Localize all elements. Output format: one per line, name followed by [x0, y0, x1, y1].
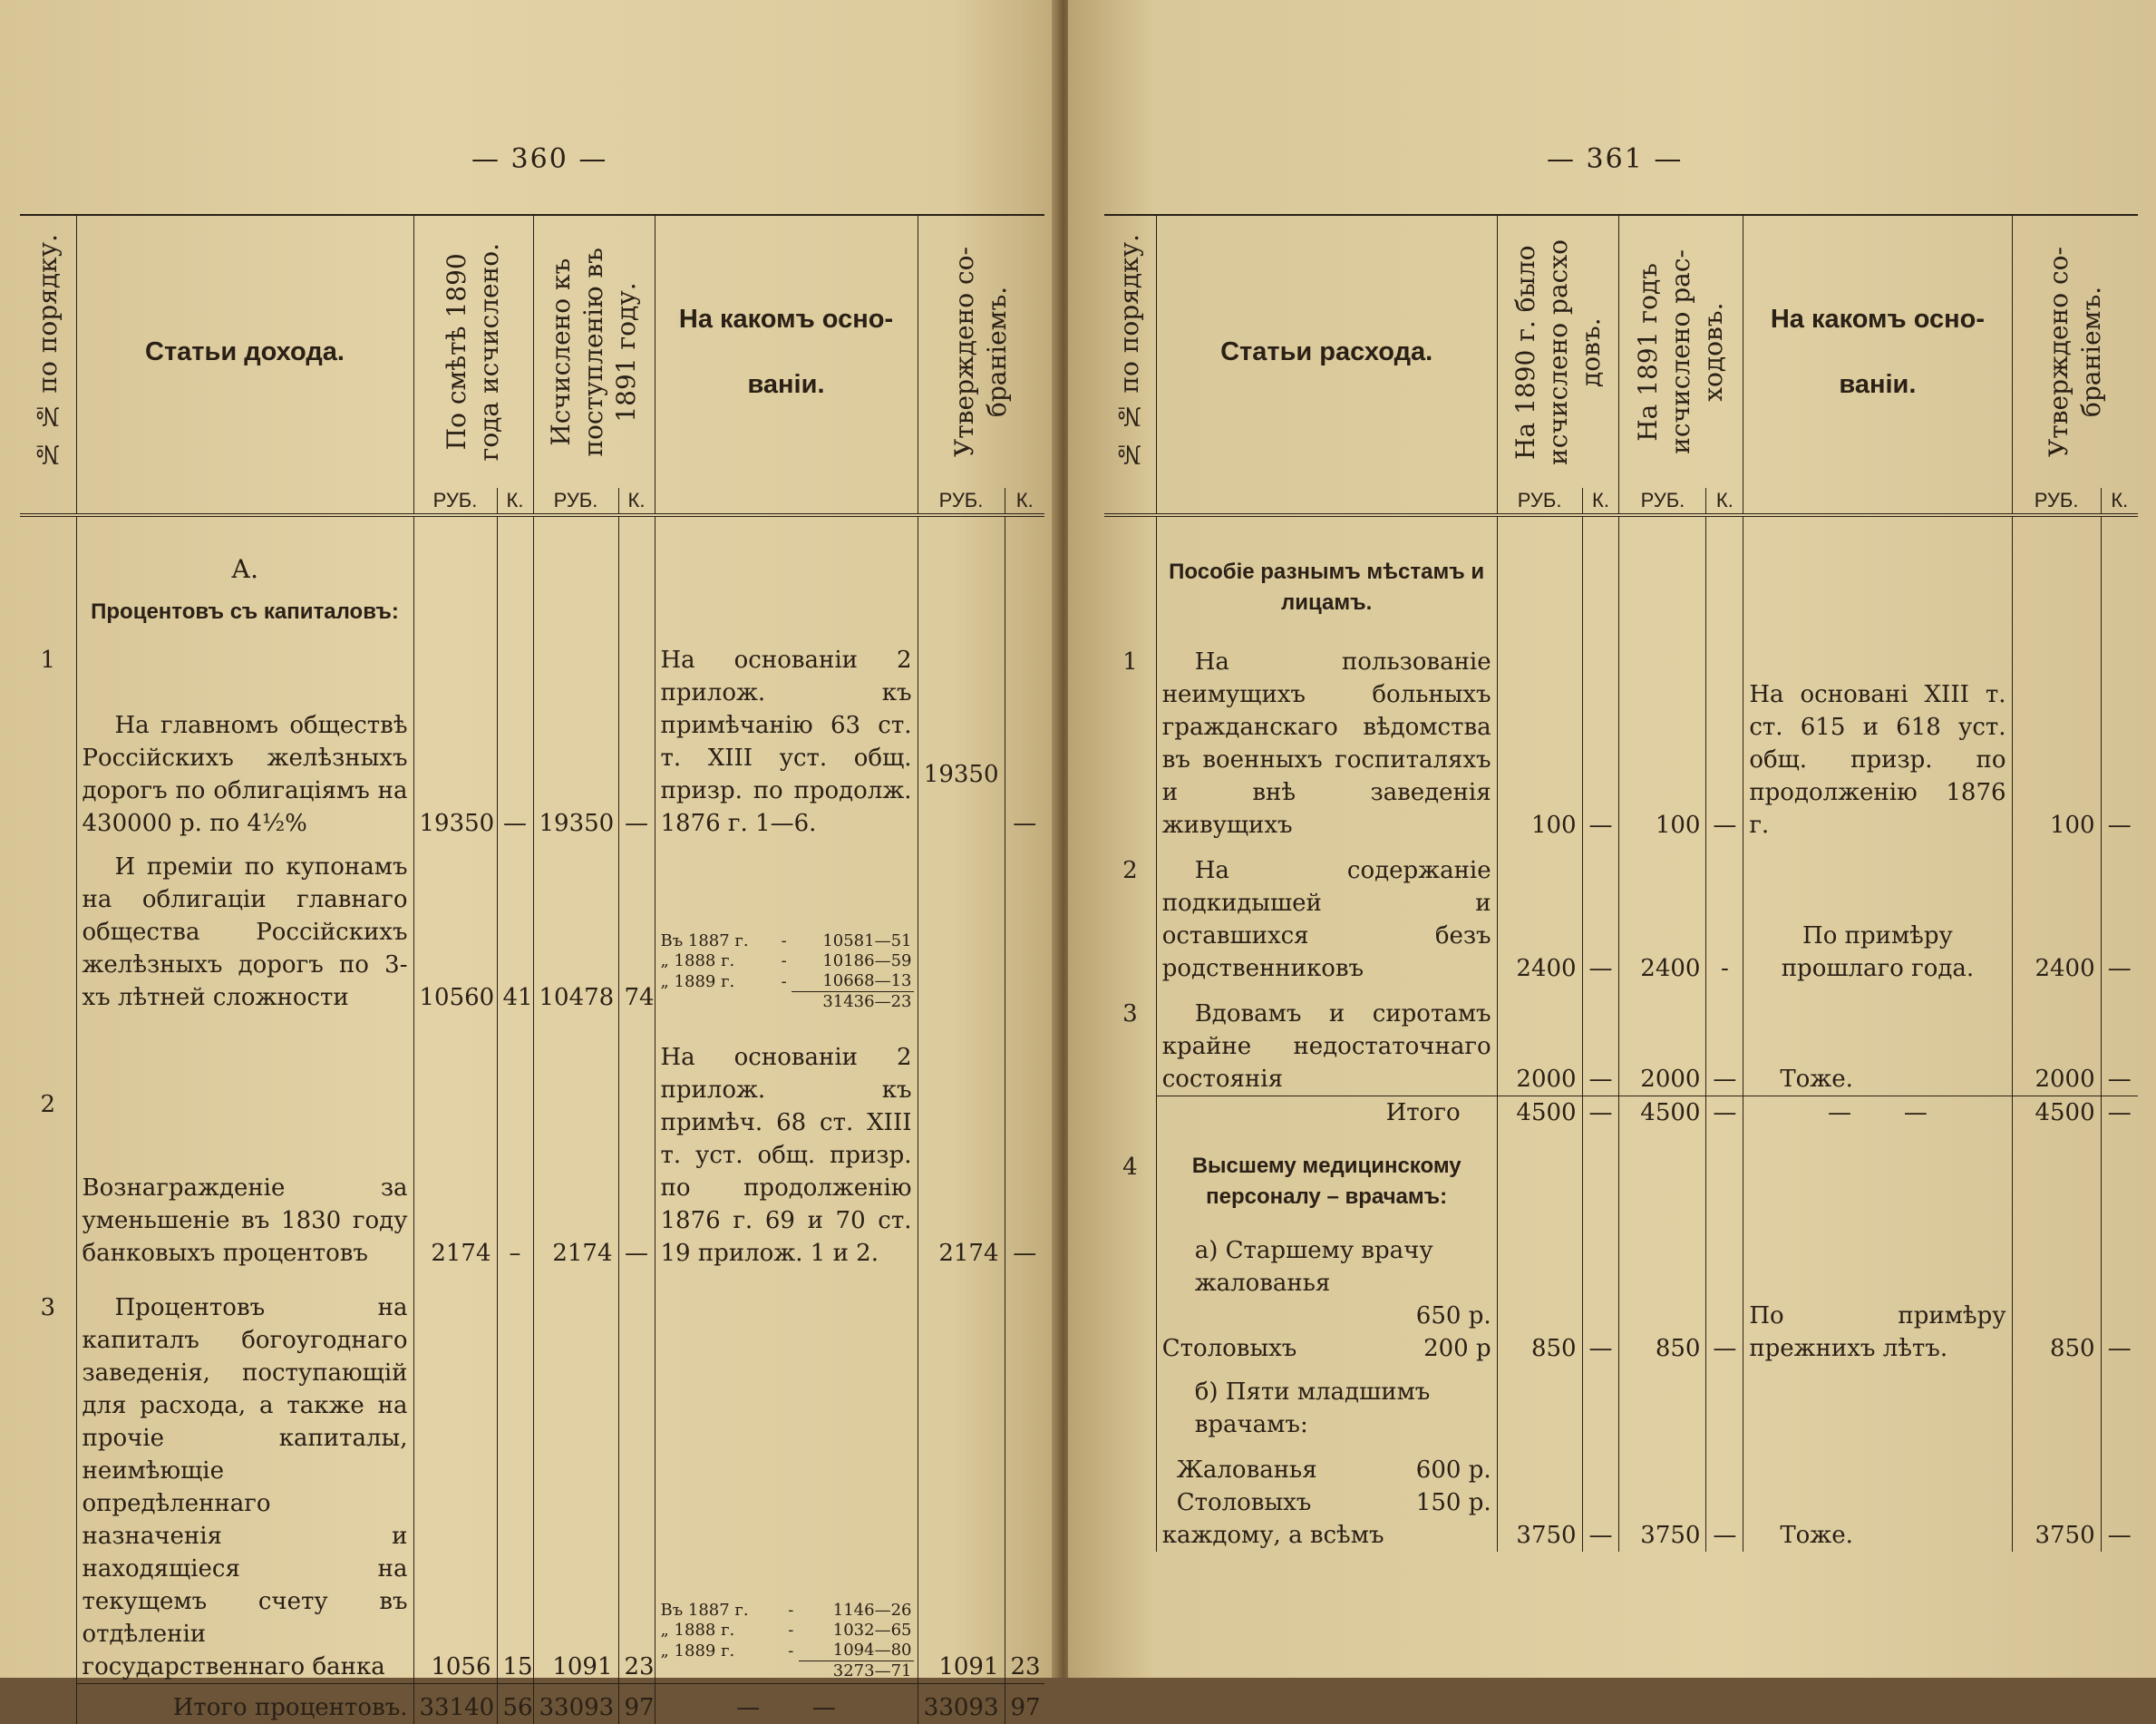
table-row — [1104, 1365, 2138, 1552]
kop-1891: — — [1706, 985, 1743, 1096]
approved-rub: 2000 — [2012, 985, 2101, 1096]
row-text: каждому, а всѣмъ — [1162, 1519, 1491, 1552]
kop-1890: 15 — [497, 1270, 533, 1684]
approved-kop: — — [2101, 1213, 2138, 1365]
kop-1891: - — [1706, 842, 1743, 985]
header-item: Статьи расхода. — [1156, 215, 1497, 488]
approved-kop: — — [2101, 985, 2138, 1096]
table-row — [1104, 1213, 2138, 1365]
row-value: 200 р — [1423, 1332, 1491, 1365]
total-kop-1891: 97 — [618, 1684, 655, 1724]
table-row — [1104, 842, 2138, 985]
row-text: а) Старшему врачу жалованья — [1162, 1234, 1491, 1300]
total-row — [20, 1684, 1044, 1724]
rub-1890: 2400 — [1497, 842, 1582, 985]
header-approved: Утверждено со- браніемъ. — [2012, 215, 2138, 488]
section-heading-row — [20, 515, 1044, 628]
rub-1891: 100 — [1619, 618, 1706, 842]
kop-1890: 41 — [497, 840, 533, 1014]
header-number: № № по порядку. — [20, 215, 76, 488]
rub-1890: 2174 — [413, 1014, 497, 1270]
header-basis: На какомъ осно- ваніи. — [1743, 215, 2012, 488]
units-row: РУБ. К. РУБ. К. РУБ. К. — [20, 488, 1044, 515]
row-number: 2 — [1104, 842, 1156, 985]
row-text: На пользованіе неимущихъ больныхъ гражданскаго вѣдомства въ военныхъ госпиталяхъ и внѣ заведенія живущихъ — [1156, 618, 1497, 842]
kop-1891: — — [1706, 618, 1743, 842]
approved-rub: 2400 — [2012, 842, 2101, 985]
basis-text: На основані XIII т. ст. 615 и 618 уст. общ. призр. по продолженію 1876 г. — [1743, 618, 2012, 842]
subtotal-rub-1890: 4500 — [1497, 1096, 1582, 1130]
header-approved: Утверждено со- браніемъ. — [918, 215, 1044, 488]
right-page-number: — 361 — — [1547, 143, 1683, 175]
kop-1890: — — [1582, 985, 1619, 1096]
basis-text: На основаніи 2 прилож. къ примѣчанію 63 ст. т. XIII уст. общ. призр. по продолж. 1876 г. 1—6. — [655, 628, 918, 840]
table-row — [1104, 985, 2138, 1096]
header-number: № № по порядку. — [1104, 215, 1156, 488]
header-estimate-1890: По смѣтѣ 1890 года исчислено. — [413, 215, 533, 488]
rub-1891: 850 — [1619, 1213, 1706, 1365]
basis-text: Тоже. — [1743, 985, 2012, 1096]
rub-1891: 1091 — [533, 1270, 618, 1684]
basis-text: По примѣру прошлаго года. — [1743, 842, 2012, 985]
rub-1891: 2000 — [1619, 985, 1706, 1096]
right-page — [1068, 0, 2156, 1678]
rub-1890: 10560 — [413, 840, 497, 1014]
rub-1891: 2400 — [1619, 842, 1706, 985]
row-number: 1 — [1104, 618, 1156, 842]
kop-1891: — — [618, 1014, 655, 1270]
kop-1891: 74 — [618, 840, 655, 1014]
income-table — [20, 214, 1044, 1724]
left-page-number: — 360 — — [471, 143, 607, 175]
subtotal-row — [1104, 1096, 2138, 1130]
row-text: На главномъ обществѣ Россійскихъ желѣзныхъ дорогъ по облигаціямъ на 430000 р. по 4½% — [76, 628, 413, 840]
total-kop-1890: 56 — [497, 1684, 533, 1724]
section-title: Высшему медицинскому персоналу – врачамъ: — [1162, 1151, 1491, 1213]
approved-kop: — — [2101, 1365, 2138, 1552]
calculation-block: Въ 1887 г. - 1146—26 „ 1888 г. - 1032—65 „ 1889 г. - 1094—80 3273—71 — [659, 1601, 914, 1681]
table-row — [20, 628, 1044, 840]
approved-rub: 19350 — [918, 628, 1005, 840]
kop-1890: — — [1582, 842, 1619, 985]
row-number: 3 — [1104, 985, 1156, 1096]
row-value: 600 р. — [1416, 1454, 1491, 1486]
table-row — [1104, 618, 2138, 842]
calculation-block: Въ 1887 г. - 10581—51 „ 1888 г. - 10186—59 „ 1889 г. - 10668—13 31436—23 — [659, 931, 914, 1012]
rub-1890: 100 — [1497, 618, 1582, 842]
rub-1891: 10478 — [533, 840, 618, 1014]
row-text: Вознагражденіе за уменьшеніе въ 1830 году банковыхъ процентовъ — [76, 1014, 413, 1270]
basis-text: Тоже. — [1743, 1365, 2012, 1552]
kop-1890: — — [497, 628, 533, 840]
total-approved-rub: 33093 — [918, 1684, 1005, 1724]
rub-1891: 3750 — [1619, 1365, 1706, 1552]
rub-1890: 2000 — [1497, 985, 1582, 1096]
approved-rub: 100 — [2012, 618, 2101, 842]
subtotal-approved-rub: 4500 — [2012, 1096, 2101, 1130]
rub-1890: 1056 — [413, 1270, 497, 1684]
approved-rub: 2174 — [918, 1014, 1005, 1270]
header-basis: На какомъ осно- ваніи. — [655, 215, 918, 488]
row-text: Жалованья — [1177, 1454, 1317, 1486]
approved-rub: 850 — [2012, 1213, 2101, 1365]
left-page — [0, 0, 1059, 1678]
total-approved-kop: 97 — [1005, 1684, 1044, 1724]
approved-rub: 1091 — [918, 1270, 1005, 1684]
row-value: 150 р. — [1416, 1486, 1491, 1519]
header-item: Статьи дохода. — [76, 215, 413, 488]
approved-kop: 23 — [1005, 1270, 1044, 1684]
approved-kop: — — [1005, 628, 1044, 840]
expense-table — [1104, 214, 2138, 1552]
subtotal-rub-1891: 4500 — [1619, 1096, 1706, 1130]
row-text: Столовыхъ — [1162, 1332, 1297, 1365]
subtotal-basis: — — — [1743, 1096, 2012, 1130]
total-basis: — — — [655, 1684, 918, 1724]
subtotal-label: Итого — [1156, 1096, 1497, 1130]
row-text: Процентовъ на капиталъ богоугоднаго заведенія, поступающій для расхода, а также на прочіе капиталы, неимѣющіе опредѣленнаго назначенія и находящіеся на текущемъ счету въ отдѣленіи государственнаго банка — [76, 1270, 413, 1684]
subtotal-approved-kop: — — [2101, 1096, 2138, 1130]
units-row: РУБ. К. РУБ. К. РУБ. К. — [1104, 488, 2138, 515]
row-text: Вдовамъ и сиротамъ крайне недостаточнаго состоянія — [1156, 985, 1497, 1096]
section-title: Процентовъ съ капиталовъ: — [83, 597, 408, 628]
table-row — [20, 1270, 1044, 1684]
row-number: 3 — [20, 1270, 76, 1684]
basis-text: По примѣру прежнихъ лѣтъ. — [1743, 1213, 2012, 1365]
kop-1891: — — [618, 628, 655, 840]
row-value: 650 р. — [1416, 1300, 1491, 1332]
approved-kop: — — [1005, 1014, 1044, 1270]
total-label: Итого процентовъ. — [76, 1684, 413, 1724]
row-text: Столовыхъ — [1177, 1486, 1312, 1519]
row-text: На содержаніе подкидышей и оставшихся безъ родственниковъ — [1156, 842, 1497, 985]
kop-1891: 23 — [618, 1270, 655, 1684]
row-text: б) Пяти младшимъ врачамъ: — [1162, 1376, 1491, 1441]
rub-1890: 3750 — [1497, 1365, 1582, 1552]
rub-1891: 19350 — [533, 628, 618, 840]
basis-text: На основаніи 2 прилож. къ примѣч. 68 ст. XIII т. уст. общ. призр. по продолженію 1876 г. 69 и 70 ст. 19 прилож. 1 и 2. — [655, 1014, 918, 1270]
section-letter: А. — [83, 553, 408, 586]
subtotal-kop-1890: — — [1582, 1096, 1619, 1130]
table-row — [20, 840, 1044, 1014]
rub-1891: 2174 — [533, 1014, 618, 1270]
rub-1890: 850 — [1497, 1213, 1582, 1365]
row-text: И преміи по купонамъ на облигаціи главнаго общества Россійскихъ желѣзныхъ дорогъ по 3-хъ лѣтней сложности — [76, 840, 413, 1014]
header-expense-1890: На 1890 г. было исчислено расхо довъ. — [1497, 215, 1619, 488]
total-rub-1890: 33140 — [413, 1684, 497, 1724]
approved-rub: 3750 — [2012, 1365, 2101, 1552]
table-row — [20, 1014, 1044, 1270]
approved-kop: — — [2101, 618, 2138, 842]
subtotal-kop-1891: — — [1706, 1096, 1743, 1130]
row-number: 2 — [20, 1014, 76, 1270]
rub-1890: 19350 — [413, 628, 497, 840]
section-heading-row — [1104, 515, 2138, 618]
section-heading-row — [1104, 1129, 2138, 1213]
section-title: Пособіе разнымъ мѣстамъ и лицамъ. — [1162, 557, 1491, 618]
kop-1890: – — [497, 1014, 533, 1270]
approved-kop: — — [2101, 842, 2138, 985]
header-estimate-1891: Исчислено къ поступленію въ 1891 году. — [533, 215, 655, 488]
row-number: 4 — [1104, 1129, 1156, 1213]
total-rub-1891: 33093 — [533, 1684, 618, 1724]
kop-1890: — — [1582, 1213, 1619, 1365]
kop-1891: — — [1706, 1365, 1743, 1552]
kop-1890: — — [1582, 618, 1619, 842]
kop-1891: — — [1706, 1213, 1743, 1365]
row-number: 1 — [20, 628, 76, 840]
header-expense-1891: На 1891 годъ исчислено рас- ходовъ. — [1619, 215, 1743, 488]
kop-1890: — — [1582, 1365, 1619, 1552]
